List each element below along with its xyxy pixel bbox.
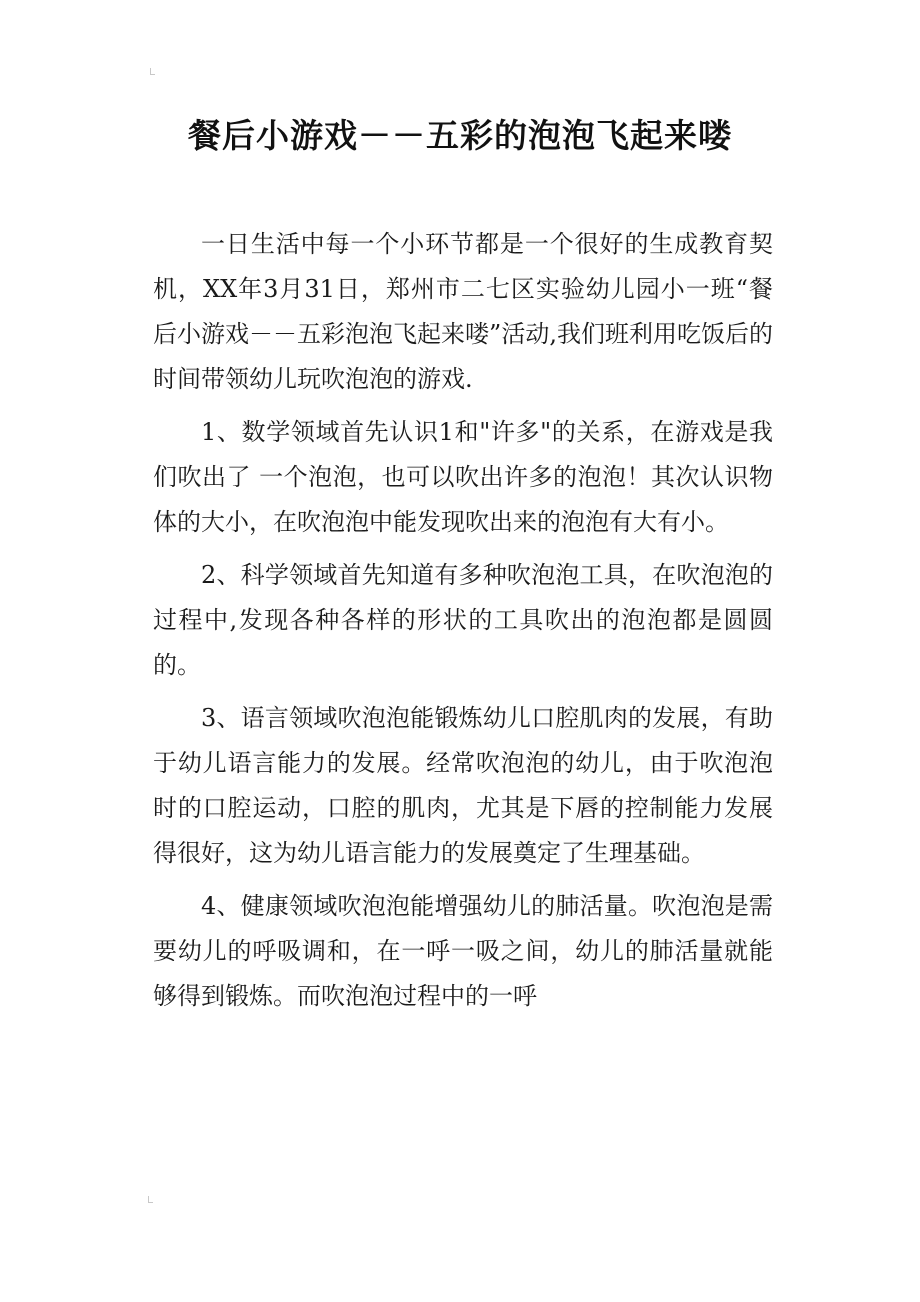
document-title: 餐后小游戏－－五彩的泡泡飞起来喽: [188, 116, 732, 155]
paragraph-language: 3、语言领域吹泡泡能锻炼幼儿口腔肌肉的发展，有助于幼儿语言能力的发展。经常吹泡泡的幼儿，由于吹泡泡时的口腔运动，口腔的肌肉，尤其是下唇的控制能力发展得很好，这为幼儿语言能力的发展奠定了生理基础。: [153, 704, 773, 867]
top-corner-mark: [150, 68, 155, 75]
paragraph-health: 4、健康领域吹泡泡能增强幼儿的肺活量。吹泡泡是需要幼儿的呼吸调和，在一呼一吸之间，幼儿的肺活量就能够得到锻炼。而吹泡泡过程中的一呼: [153, 892, 773, 1010]
bottom-corner-mark: [148, 1196, 153, 1203]
document-body: [153, 222, 773, 1027]
paragraph-science: 2、科学领域首先知道有多种吹泡泡工具，在吹泡泡的过程中,发现各种各样的形状的工具吹出的泡泡都是圆圆的。: [153, 561, 773, 679]
paragraph-intro: 一日生活中每一个小环节都是一个很好的生成教育契机，XX年3月31日，郑州市二七区实验幼儿园小一班“餐后小游戏－－五彩泡泡飞起来喽”活动,我们班利用吃饭后的时间带领幼儿玩吹泡泡的游戏.: [153, 230, 773, 393]
paragraph-math: 1、数学领域首先认识1和"许多"的关系，在游戏是我们吹出了 一个泡泡，也可以吹出许多的泡泡！其次认识物体的大小，在吹泡泡中能发现吹出来的泡泡有大有小。: [153, 418, 773, 536]
